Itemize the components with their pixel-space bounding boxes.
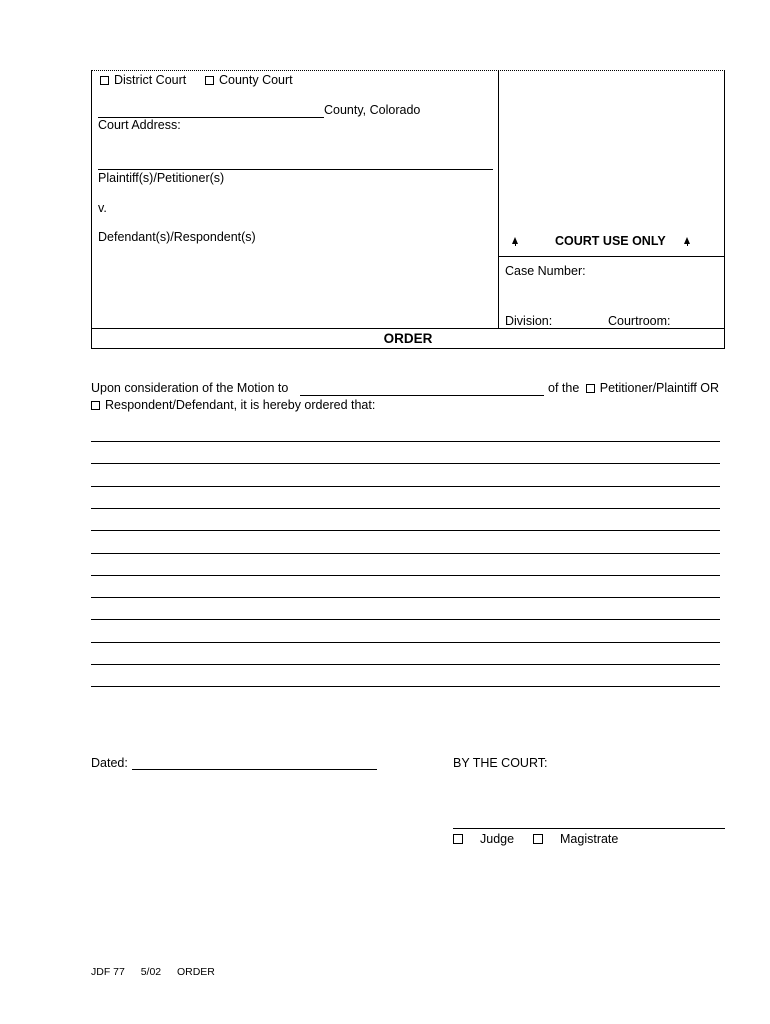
- division-label: Division:: [505, 314, 553, 328]
- form-revision: 5/02: [140, 966, 162, 978]
- court-address-field[interactable]: [98, 169, 493, 170]
- order-line[interactable]: [91, 619, 720, 620]
- form-name: ORDER: [176, 966, 215, 978]
- defendant-label: Defendant(s)/Respondent(s): [98, 230, 256, 244]
- order-line[interactable]: [91, 575, 720, 576]
- court-use-separator: [498, 256, 725, 257]
- signature-line[interactable]: [453, 828, 725, 829]
- footer: [91, 966, 215, 978]
- judge-option[interactable]: [453, 832, 514, 846]
- order-line[interactable]: [91, 597, 720, 598]
- respondent-option[interactable]: [91, 398, 375, 412]
- petitioner-label: Petitioner/Plaintiff OR: [599, 381, 720, 395]
- order-title: ORDER: [383, 331, 433, 346]
- motion-field[interactable]: [300, 395, 544, 396]
- order-line[interactable]: [91, 553, 720, 554]
- court-use-only-label: COURT USE ONLY: [555, 234, 666, 248]
- district-court-checkbox[interactable]: [100, 76, 109, 85]
- petitioner-checkbox[interactable]: [586, 384, 595, 393]
- by-the-court-label: BY THE COURT:: [453, 756, 548, 770]
- caption-top-border: [91, 70, 725, 71]
- up-arrow-icon: [512, 234, 518, 248]
- order-line[interactable]: [91, 463, 720, 464]
- dated-field[interactable]: [132, 769, 377, 770]
- respondent-label: Respondent/Defendant, it is hereby ordered that:: [105, 398, 376, 412]
- order-line[interactable]: [91, 642, 720, 643]
- caption-left-border: [91, 70, 92, 349]
- order-title-top: [91, 328, 725, 329]
- magistrate-checkbox[interactable]: [533, 834, 543, 844]
- case-number-label: Case Number:: [505, 264, 586, 278]
- order-title-bottom: [91, 348, 725, 349]
- up-arrow-icon: [684, 234, 690, 248]
- respondent-checkbox[interactable]: [91, 401, 100, 410]
- form-id: JDF 77: [91, 966, 125, 978]
- motion-prefix: Upon consideration of the Motion to: [91, 381, 289, 395]
- plaintiff-label: Plaintiff(s)/Petitioner(s): [98, 171, 225, 185]
- dated-label: Dated:: [91, 756, 128, 770]
- of-the-text: of the: [548, 381, 580, 395]
- order-line[interactable]: [91, 530, 720, 531]
- caption-divider: [498, 70, 499, 328]
- petitioner-option[interactable]: [548, 381, 719, 395]
- magistrate-label: Magistrate: [560, 832, 619, 846]
- courtroom-label: Courtroom:: [608, 314, 671, 328]
- order-line[interactable]: [91, 686, 720, 687]
- versus-label: v.: [98, 201, 107, 215]
- order-line[interactable]: [91, 486, 720, 487]
- court-address-label: Court Address:: [98, 118, 181, 132]
- order-line[interactable]: [91, 664, 720, 665]
- district-court-label: District Court: [114, 73, 187, 87]
- county-suffix: County, Colorado: [324, 103, 421, 117]
- order-line[interactable]: [91, 508, 720, 509]
- county-court-option[interactable]: [205, 73, 293, 87]
- county-court-checkbox[interactable]: [205, 76, 214, 85]
- caption-right-border: [724, 70, 725, 349]
- judge-label: Judge: [480, 832, 515, 846]
- district-court-option[interactable]: [100, 73, 186, 87]
- order-line[interactable]: [91, 441, 720, 442]
- judge-checkbox[interactable]: [453, 834, 463, 844]
- county-court-label: County Court: [219, 73, 293, 87]
- magistrate-option[interactable]: [533, 832, 618, 846]
